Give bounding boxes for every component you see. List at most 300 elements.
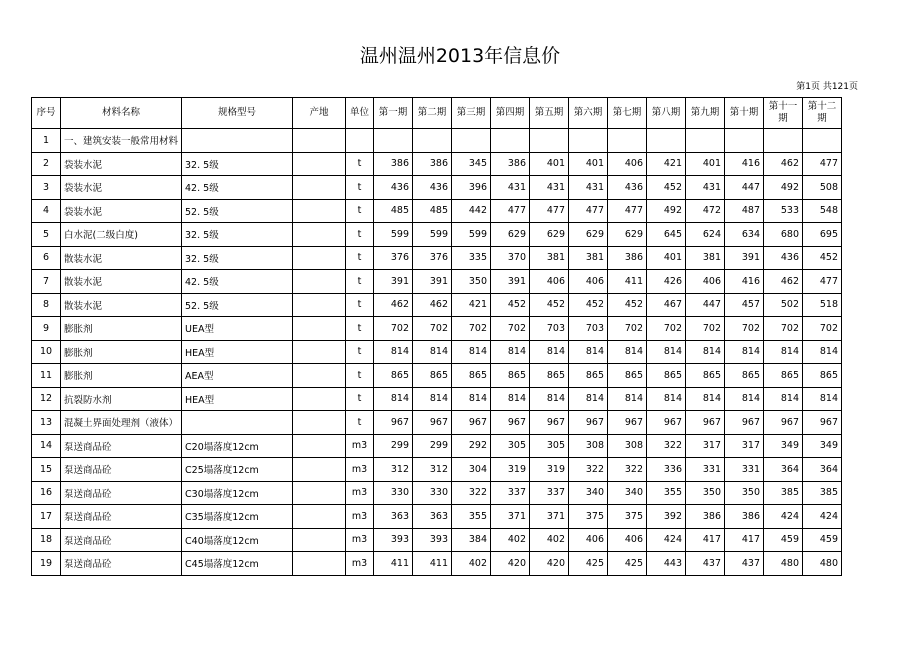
table-row bbox=[32, 176, 842, 200]
unit-cell: t bbox=[346, 340, 374, 364]
price-cell: 442 bbox=[452, 199, 491, 223]
price-cell: 814 bbox=[374, 340, 413, 364]
price-cell: 452 bbox=[647, 176, 686, 200]
price-cell: 406 bbox=[608, 528, 647, 552]
price-cell: 702 bbox=[803, 317, 842, 341]
price-cell: 702 bbox=[374, 317, 413, 341]
price-cell: 436 bbox=[374, 176, 413, 200]
price-cell: 477 bbox=[803, 270, 842, 294]
price-cell: 350 bbox=[725, 481, 764, 505]
column-header: 规格型号 bbox=[182, 98, 293, 129]
price-cell: 472 bbox=[686, 199, 725, 223]
price-cell bbox=[374, 129, 413, 153]
price-cell: 865 bbox=[491, 364, 530, 388]
price-cell: 393 bbox=[413, 528, 452, 552]
price-cell: 424 bbox=[764, 505, 803, 529]
material-name-cell: 袋装水泥 bbox=[61, 152, 182, 176]
material-name-cell: 膨胀剂 bbox=[61, 364, 182, 388]
price-cell: 865 bbox=[413, 364, 452, 388]
unit-cell: m3 bbox=[346, 434, 374, 458]
spec-cell: UEA型 bbox=[182, 317, 293, 341]
unit-cell bbox=[346, 129, 374, 153]
price-cell: 402 bbox=[530, 528, 569, 552]
price-cell: 355 bbox=[452, 505, 491, 529]
origin-cell bbox=[293, 458, 346, 482]
price-cell: 396 bbox=[452, 176, 491, 200]
price-cell: 371 bbox=[530, 505, 569, 529]
material-name-cell: 泵送商品砼 bbox=[61, 481, 182, 505]
price-cell: 477 bbox=[530, 199, 569, 223]
spec-cell: C25塌落度12cm bbox=[182, 458, 293, 482]
column-header: 第十期 bbox=[725, 98, 764, 129]
price-cell: 967 bbox=[413, 411, 452, 435]
price-cell: 814 bbox=[686, 340, 725, 364]
price-cell: 386 bbox=[725, 505, 764, 529]
price-cell: 386 bbox=[491, 152, 530, 176]
price-cell bbox=[803, 129, 842, 153]
table-row bbox=[32, 129, 842, 153]
price-cell: 508 bbox=[803, 176, 842, 200]
price-cell: 305 bbox=[530, 434, 569, 458]
price-cell: 424 bbox=[647, 528, 686, 552]
price-cell: 317 bbox=[725, 434, 764, 458]
price-cell bbox=[530, 129, 569, 153]
price-cell: 480 bbox=[803, 552, 842, 576]
origin-cell bbox=[293, 434, 346, 458]
spec-cell bbox=[182, 129, 293, 153]
price-cell: 480 bbox=[764, 552, 803, 576]
table-body bbox=[32, 129, 842, 576]
table-row bbox=[32, 528, 842, 552]
price-cell: 393 bbox=[374, 528, 413, 552]
price-cell: 312 bbox=[413, 458, 452, 482]
origin-cell bbox=[293, 270, 346, 294]
price-cell: 462 bbox=[764, 152, 803, 176]
row-number-cell: 7 bbox=[32, 270, 61, 294]
price-cell: 865 bbox=[725, 364, 764, 388]
table-row bbox=[32, 364, 842, 388]
price-cell: 319 bbox=[491, 458, 530, 482]
price-cell: 967 bbox=[452, 411, 491, 435]
unit-cell: m3 bbox=[346, 458, 374, 482]
table-row bbox=[32, 317, 842, 341]
row-number-cell: 6 bbox=[32, 246, 61, 270]
origin-cell bbox=[293, 129, 346, 153]
price-cell: 381 bbox=[530, 246, 569, 270]
price-cell: 447 bbox=[686, 293, 725, 317]
price-cell: 431 bbox=[569, 176, 608, 200]
price-cell: 402 bbox=[452, 552, 491, 576]
price-cell: 292 bbox=[452, 434, 491, 458]
row-number-cell: 14 bbox=[32, 434, 61, 458]
origin-cell bbox=[293, 199, 346, 223]
unit-cell: t bbox=[346, 246, 374, 270]
price-cell: 967 bbox=[764, 411, 803, 435]
row-number-cell: 15 bbox=[32, 458, 61, 482]
price-cell: 401 bbox=[647, 246, 686, 270]
table-row bbox=[32, 481, 842, 505]
price-cell: 695 bbox=[803, 223, 842, 247]
price-cell: 411 bbox=[413, 552, 452, 576]
material-name-cell: 混凝土界面处理剂（液体） bbox=[61, 411, 182, 435]
table-row bbox=[32, 434, 842, 458]
price-cell: 299 bbox=[374, 434, 413, 458]
price-cell: 331 bbox=[725, 458, 764, 482]
row-number-cell: 19 bbox=[32, 552, 61, 576]
price-cell: 548 bbox=[803, 199, 842, 223]
spec-cell: 32. 5级 bbox=[182, 152, 293, 176]
price-cell: 402 bbox=[491, 528, 530, 552]
price-cell: 967 bbox=[725, 411, 764, 435]
price-cell: 337 bbox=[491, 481, 530, 505]
table-header-row bbox=[32, 98, 842, 129]
spec-cell: 42. 5级 bbox=[182, 270, 293, 294]
price-cell: 459 bbox=[764, 528, 803, 552]
column-header: 第九期 bbox=[686, 98, 725, 129]
price-cell: 345 bbox=[452, 152, 491, 176]
column-header: 第十二期 bbox=[803, 98, 842, 129]
material-name-cell: 膨胀剂 bbox=[61, 340, 182, 364]
price-cell: 702 bbox=[647, 317, 686, 341]
price-cell: 386 bbox=[374, 152, 413, 176]
price-cell: 363 bbox=[413, 505, 452, 529]
material-name-cell: 一、建筑安装一般常用材料 bbox=[61, 129, 182, 153]
spec-cell: 42. 5级 bbox=[182, 176, 293, 200]
price-cell: 452 bbox=[803, 246, 842, 270]
unit-cell: t bbox=[346, 223, 374, 247]
price-cell: 391 bbox=[374, 270, 413, 294]
price-cell: 381 bbox=[686, 246, 725, 270]
price-cell: 392 bbox=[647, 505, 686, 529]
price-cell bbox=[569, 129, 608, 153]
price-cell: 477 bbox=[608, 199, 647, 223]
price-cell: 462 bbox=[413, 293, 452, 317]
price-cell: 599 bbox=[374, 223, 413, 247]
price-cell: 376 bbox=[374, 246, 413, 270]
column-header: 第四期 bbox=[491, 98, 530, 129]
material-name-cell: 抗裂防水剂 bbox=[61, 387, 182, 411]
origin-cell bbox=[293, 387, 346, 411]
price-cell: 452 bbox=[491, 293, 530, 317]
price-cell: 477 bbox=[491, 199, 530, 223]
price-cell: 702 bbox=[725, 317, 764, 341]
spec-cell: C45塌落度12cm bbox=[182, 552, 293, 576]
price-cell: 384 bbox=[452, 528, 491, 552]
price-cell: 462 bbox=[764, 270, 803, 294]
price-cell: 865 bbox=[452, 364, 491, 388]
price-cell: 492 bbox=[764, 176, 803, 200]
price-cell: 457 bbox=[725, 293, 764, 317]
price-cell: 436 bbox=[413, 176, 452, 200]
price-cell: 865 bbox=[530, 364, 569, 388]
price-cell bbox=[452, 129, 491, 153]
unit-cell: t bbox=[346, 411, 374, 435]
price-cell: 421 bbox=[452, 293, 491, 317]
price-cell: 406 bbox=[530, 270, 569, 294]
price-cell: 350 bbox=[686, 481, 725, 505]
price-cell: 431 bbox=[686, 176, 725, 200]
price-cell: 703 bbox=[569, 317, 608, 341]
material-name-cell: 散装水泥 bbox=[61, 270, 182, 294]
price-cell: 421 bbox=[647, 152, 686, 176]
price-cell: 431 bbox=[530, 176, 569, 200]
spec-cell: HEA型 bbox=[182, 387, 293, 411]
price-cell bbox=[608, 129, 647, 153]
price-cell: 485 bbox=[413, 199, 452, 223]
price-cell: 317 bbox=[686, 434, 725, 458]
price-cell: 702 bbox=[764, 317, 803, 341]
price-cell: 599 bbox=[413, 223, 452, 247]
price-cell: 391 bbox=[491, 270, 530, 294]
material-name-cell: 泵送商品砼 bbox=[61, 552, 182, 576]
origin-cell bbox=[293, 246, 346, 270]
material-name-cell: 泵送商品砼 bbox=[61, 528, 182, 552]
table-row bbox=[32, 505, 842, 529]
price-cell: 330 bbox=[374, 481, 413, 505]
column-header: 材料名称 bbox=[61, 98, 182, 129]
unit-cell: m3 bbox=[346, 528, 374, 552]
price-cell: 814 bbox=[569, 387, 608, 411]
spec-cell: C20塌落度12cm bbox=[182, 434, 293, 458]
price-cell: 406 bbox=[608, 152, 647, 176]
material-name-cell: 散装水泥 bbox=[61, 293, 182, 317]
unit-cell: m3 bbox=[346, 505, 374, 529]
price-cell: 814 bbox=[608, 340, 647, 364]
origin-cell bbox=[293, 293, 346, 317]
price-cell: 680 bbox=[764, 223, 803, 247]
price-cell: 485 bbox=[374, 199, 413, 223]
unit-cell: t bbox=[346, 387, 374, 411]
price-cell: 417 bbox=[686, 528, 725, 552]
price-cell: 518 bbox=[803, 293, 842, 317]
column-header: 第三期 bbox=[452, 98, 491, 129]
price-cell: 702 bbox=[686, 317, 725, 341]
spec-cell: 32. 5级 bbox=[182, 223, 293, 247]
table-row bbox=[32, 223, 842, 247]
price-cell: 814 bbox=[530, 387, 569, 411]
origin-cell bbox=[293, 152, 346, 176]
price-cell: 702 bbox=[491, 317, 530, 341]
price-cell bbox=[686, 129, 725, 153]
price-cell: 340 bbox=[569, 481, 608, 505]
row-number-cell: 4 bbox=[32, 199, 61, 223]
price-cell: 376 bbox=[413, 246, 452, 270]
price-cell: 452 bbox=[608, 293, 647, 317]
price-cell: 431 bbox=[491, 176, 530, 200]
price-cell: 322 bbox=[608, 458, 647, 482]
price-cell: 401 bbox=[686, 152, 725, 176]
column-header: 第一期 bbox=[374, 98, 413, 129]
price-cell: 417 bbox=[725, 528, 764, 552]
row-number-cell: 18 bbox=[32, 528, 61, 552]
price-cell: 336 bbox=[647, 458, 686, 482]
price-cell: 502 bbox=[764, 293, 803, 317]
price-cell bbox=[764, 129, 803, 153]
row-number-cell: 2 bbox=[32, 152, 61, 176]
price-cell: 424 bbox=[803, 505, 842, 529]
price-cell: 814 bbox=[452, 387, 491, 411]
price-cell: 363 bbox=[374, 505, 413, 529]
material-name-cell: 袋装水泥 bbox=[61, 199, 182, 223]
spec-cell: AEA型 bbox=[182, 364, 293, 388]
price-cell: 437 bbox=[686, 552, 725, 576]
origin-cell bbox=[293, 552, 346, 576]
price-cell: 375 bbox=[569, 505, 608, 529]
origin-cell bbox=[293, 505, 346, 529]
column-header: 单位 bbox=[346, 98, 374, 129]
origin-cell bbox=[293, 364, 346, 388]
price-cell: 452 bbox=[530, 293, 569, 317]
row-number-cell: 3 bbox=[32, 176, 61, 200]
material-name-cell: 袋装水泥 bbox=[61, 176, 182, 200]
row-number-cell: 9 bbox=[32, 317, 61, 341]
price-cell: 967 bbox=[530, 411, 569, 435]
price-cell: 814 bbox=[764, 387, 803, 411]
price-cell: 702 bbox=[608, 317, 647, 341]
price-cell: 645 bbox=[647, 223, 686, 247]
price-cell: 865 bbox=[569, 364, 608, 388]
price-cell: 967 bbox=[647, 411, 686, 435]
price-cell: 865 bbox=[374, 364, 413, 388]
material-name-cell: 泵送商品砼 bbox=[61, 505, 182, 529]
spec-cell: 52. 5级 bbox=[182, 199, 293, 223]
price-cell: 364 bbox=[764, 458, 803, 482]
price-cell: 305 bbox=[491, 434, 530, 458]
price-cell: 462 bbox=[374, 293, 413, 317]
price-cell: 865 bbox=[764, 364, 803, 388]
row-number-cell: 17 bbox=[32, 505, 61, 529]
price-cell: 436 bbox=[608, 176, 647, 200]
price-cell: 447 bbox=[725, 176, 764, 200]
material-name-cell: 散装水泥 bbox=[61, 246, 182, 270]
price-cell: 437 bbox=[725, 552, 764, 576]
origin-cell bbox=[293, 481, 346, 505]
price-cell: 299 bbox=[413, 434, 452, 458]
column-header: 第十一期 bbox=[764, 98, 803, 129]
price-cell: 322 bbox=[569, 458, 608, 482]
price-cell: 533 bbox=[764, 199, 803, 223]
price-cell: 967 bbox=[608, 411, 647, 435]
price-cell: 375 bbox=[608, 505, 647, 529]
row-number-cell: 5 bbox=[32, 223, 61, 247]
spec-cell: C40塌落度12cm bbox=[182, 528, 293, 552]
price-cell: 814 bbox=[647, 387, 686, 411]
price-cell: 459 bbox=[803, 528, 842, 552]
material-name-cell: 泵送商品砼 bbox=[61, 458, 182, 482]
table-row bbox=[32, 340, 842, 364]
price-cell: 406 bbox=[569, 270, 608, 294]
price-cell bbox=[491, 129, 530, 153]
price-cell: 477 bbox=[803, 152, 842, 176]
price-cell: 401 bbox=[530, 152, 569, 176]
column-header: 序号 bbox=[32, 98, 61, 129]
column-header: 第五期 bbox=[530, 98, 569, 129]
origin-cell bbox=[293, 223, 346, 247]
price-cell: 967 bbox=[491, 411, 530, 435]
price-cell: 865 bbox=[803, 364, 842, 388]
price-cell: 420 bbox=[530, 552, 569, 576]
row-number-cell: 1 bbox=[32, 129, 61, 153]
table-row bbox=[32, 387, 842, 411]
price-cell: 349 bbox=[803, 434, 842, 458]
price-cell: 331 bbox=[686, 458, 725, 482]
page-info: 第1页 共121页 bbox=[796, 82, 858, 92]
unit-cell: t bbox=[346, 317, 374, 341]
price-cell: 350 bbox=[452, 270, 491, 294]
table-row bbox=[32, 293, 842, 317]
price-cell: 814 bbox=[725, 387, 764, 411]
price-cell: 703 bbox=[530, 317, 569, 341]
price-cell: 391 bbox=[413, 270, 452, 294]
unit-cell: t bbox=[346, 270, 374, 294]
price-cell: 411 bbox=[374, 552, 413, 576]
price-cell: 629 bbox=[491, 223, 530, 247]
price-cell: 967 bbox=[686, 411, 725, 435]
price-cell: 814 bbox=[725, 340, 764, 364]
price-cell: 304 bbox=[452, 458, 491, 482]
price-cell: 386 bbox=[608, 246, 647, 270]
column-header: 第八期 bbox=[647, 98, 686, 129]
price-cell: 629 bbox=[608, 223, 647, 247]
price-cell: 308 bbox=[569, 434, 608, 458]
price-cell: 492 bbox=[647, 199, 686, 223]
price-cell: 814 bbox=[491, 340, 530, 364]
column-header: 第二期 bbox=[413, 98, 452, 129]
price-cell: 814 bbox=[413, 387, 452, 411]
price-cell: 814 bbox=[452, 340, 491, 364]
column-header: 第七期 bbox=[608, 98, 647, 129]
price-cell: 416 bbox=[725, 270, 764, 294]
row-number-cell: 16 bbox=[32, 481, 61, 505]
row-number-cell: 11 bbox=[32, 364, 61, 388]
unit-cell: t bbox=[346, 199, 374, 223]
price-cell: 391 bbox=[725, 246, 764, 270]
price-cell: 425 bbox=[569, 552, 608, 576]
unit-cell: t bbox=[346, 364, 374, 388]
price-cell: 814 bbox=[803, 340, 842, 364]
price-cell: 335 bbox=[452, 246, 491, 270]
price-cell: 337 bbox=[530, 481, 569, 505]
price-cell: 814 bbox=[803, 387, 842, 411]
price-cell: 416 bbox=[725, 152, 764, 176]
price-cell: 634 bbox=[725, 223, 764, 247]
row-number-cell: 12 bbox=[32, 387, 61, 411]
table-row bbox=[32, 199, 842, 223]
price-cell bbox=[647, 129, 686, 153]
price-cell: 355 bbox=[647, 481, 686, 505]
price-cell: 401 bbox=[569, 152, 608, 176]
spec-cell: C30塌落度12cm bbox=[182, 481, 293, 505]
price-cell: 814 bbox=[374, 387, 413, 411]
price-cell: 487 bbox=[725, 199, 764, 223]
row-number-cell: 13 bbox=[32, 411, 61, 435]
price-cell: 364 bbox=[803, 458, 842, 482]
table-row bbox=[32, 552, 842, 576]
table-row bbox=[32, 270, 842, 294]
unit-cell: t bbox=[346, 176, 374, 200]
unit-cell: t bbox=[346, 293, 374, 317]
price-cell: 312 bbox=[374, 458, 413, 482]
material-name-cell: 膨胀剂 bbox=[61, 317, 182, 341]
price-cell: 322 bbox=[647, 434, 686, 458]
price-cell: 385 bbox=[803, 481, 842, 505]
material-name-cell: 泵送商品砼 bbox=[61, 434, 182, 458]
price-cell: 814 bbox=[530, 340, 569, 364]
price-cell: 865 bbox=[686, 364, 725, 388]
price-cell: 814 bbox=[686, 387, 725, 411]
price-cell: 308 bbox=[608, 434, 647, 458]
unit-cell: m3 bbox=[346, 481, 374, 505]
